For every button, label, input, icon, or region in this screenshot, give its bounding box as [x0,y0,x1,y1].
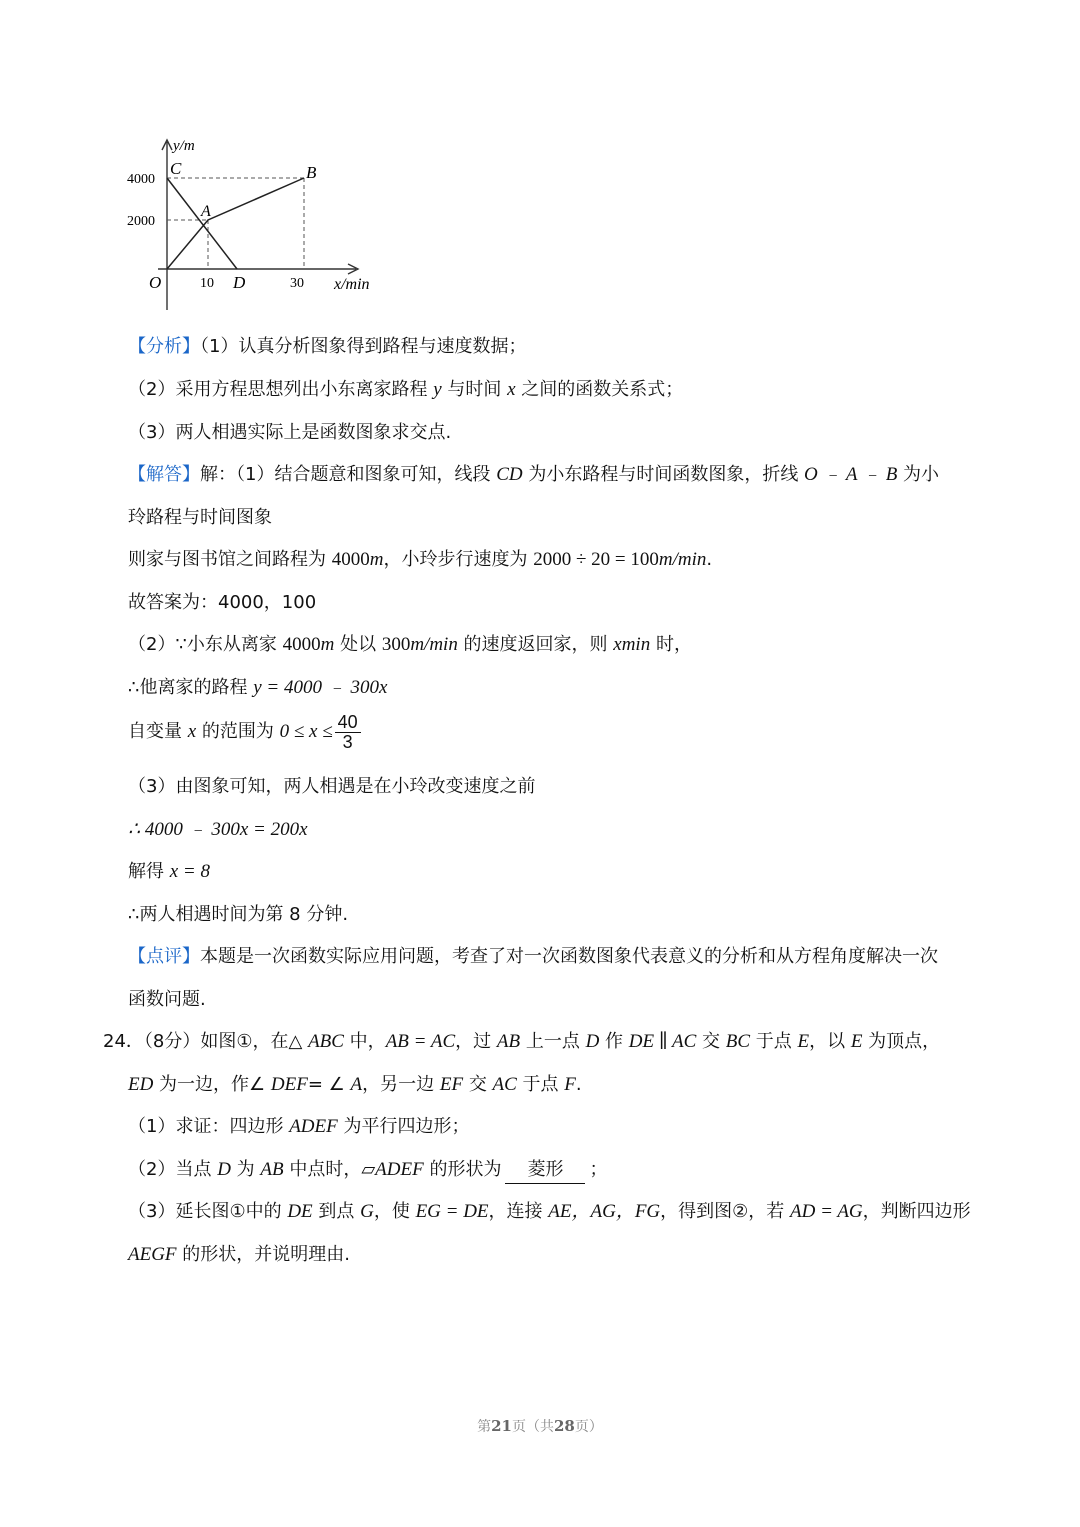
y-axis-label: y/m [173,138,195,154]
math: ED [128,1074,154,1095]
text-run: ，连接 [488,1201,549,1222]
math: DE ∥ AC [628,1031,697,1052]
math: ADEF [375,1159,424,1180]
fraction-40-3 [335,713,361,752]
point-a-label: A [201,203,211,220]
math: ADEF [289,1116,338,1137]
text-run: ，得到图②，若 [660,1201,791,1222]
q24-line-2 [128,1072,582,1098]
text-run: . [575,1074,582,1095]
text-run: （3）两人相遇实际上是函数图象求交点. [128,422,452,443]
text-run: 的速度返回家，则 [457,634,614,655]
answer-line-8 [128,774,535,800]
math-x: x [187,721,197,742]
math-cd: CD [496,464,523,485]
text-run: 为小 [897,464,940,485]
text-run: ，判断四边形 [862,1201,971,1222]
text-run: 为顶点， [862,1031,941,1052]
analysis-line-2 [128,377,683,403]
math: E [797,1031,810,1052]
math: AC [492,1074,517,1095]
answer-line-7 [128,712,361,752]
text-run: 交 [463,1074,493,1095]
answer-line-10 [128,859,210,885]
answer-line-9 [128,817,308,843]
text-run: （1）求证：四边形 [128,1116,290,1137]
math-ineq: 0 ≤ x ≤ [279,721,333,742]
text-run: ，以 [809,1031,851,1052]
text-run: 与时间 [441,379,508,400]
text-run: 为小东路程与时间函数图象，折线 [522,464,805,485]
math: D [585,1031,600,1052]
math: A [350,1074,363,1095]
math-eq: x = 8 [169,861,210,882]
answer-line-6 [128,675,387,701]
analysis-tag: 【分析】 [128,336,200,357]
text-run: （2）当点 [128,1159,218,1180]
text-run: 的形状为 [423,1159,502,1180]
text-run: 为一边，作∠ [153,1074,271,1095]
answer-line-5 [128,632,692,658]
math-num: 4000 [331,549,370,570]
point-b-label: B [306,163,317,182]
text-run: 则家与图书馆之间路程为 [128,549,332,570]
text-run: （2）采用方程思想列出小东离家路程 [128,379,434,400]
text-run: 故答案为：4000，100 [128,592,317,613]
polyline-oab [167,178,304,269]
math-xmin: xmin [613,634,651,655]
fraction-denominator: 3 [342,731,353,752]
answer-line-4 [128,590,316,616]
math: D [217,1159,231,1180]
math: F [564,1074,576,1095]
y-tick-2000: 2000 [127,214,155,229]
text-run: 第 [477,1419,492,1435]
point-d-label: D [233,273,246,292]
math: ABC [308,1031,344,1052]
comment-line-1 [128,944,938,970]
text-run: （2）∵小东从离家 [128,634,283,655]
text-run: 解得 [128,861,170,882]
text-run: 24．（8分）如图①，在△ [103,1031,309,1052]
text-run: 到点 [312,1201,361,1222]
math-num: 300 [381,634,411,655]
math: EG = DE [415,1201,489,1222]
text-run: = ∠ [307,1074,351,1095]
math-x: x [507,379,516,400]
x-tick-30: 30 [290,276,304,291]
origin-label: O [149,273,162,292]
answer-tag: 【解答】 [128,464,200,485]
math-num: 4000 [282,634,321,655]
answer-blank: 菱形 [505,1157,585,1184]
page-footer [0,1416,1080,1436]
math-eq: ∴ 4000 ﹣ 300x = 200x [128,819,308,840]
math: BC [725,1031,751,1052]
math: DE [287,1201,313,1222]
math-unit: m [369,549,384,570]
text-run: ； [589,1159,608,1180]
answer-line-11 [128,902,348,928]
math-eq: y = 4000 ﹣ 300x [253,677,388,698]
text-run: 为平行四边形； [337,1116,470,1137]
text-run: 于点 [516,1074,565,1095]
y-tick-4000: 4000 [127,172,155,187]
text-run: （3）延长图①中的 [128,1201,288,1222]
text-run: 的范围为 [196,721,280,742]
distance-time-graph [120,130,400,315]
x-axis-label: x/min [334,276,370,293]
analysis-line-1 [128,334,526,360]
math-path: O ﹣ A ﹣ B [804,464,898,485]
math: AD = AG [790,1201,863,1222]
text-run: 处以 [334,634,382,655]
math-unit: m [320,634,335,655]
text-run: ，过 [455,1031,497,1052]
x-tick-10: 10 [200,276,214,291]
text-run: 交 [696,1031,726,1052]
text-run: 页） [574,1419,603,1435]
text-run: 函数问题. [128,989,206,1010]
comment-tag: 【点评】 [128,946,200,967]
text-run: 自变量 [128,721,188,742]
text-run: 为 [230,1159,261,1180]
text-run: ∴他离家的路程 [128,677,254,698]
q24-part-3 [128,1199,971,1225]
math: AB [260,1159,284,1180]
page-number: 21 [491,1417,512,1435]
analysis-text-1: （1）认真分析图象得到路程与速度数据； [200,336,527,357]
q24-line-1 [103,1029,940,1055]
math-calc: 2000 ÷ 20 = 100 [533,549,659,570]
text-run: 玲路程与时间图象 [128,507,272,528]
math-unit: m/min [658,549,707,570]
text-run: 之间的函数关系式； [515,379,684,400]
q24-part-2 [128,1157,607,1184]
text-run: 的形状，并说明理由. [176,1244,350,1265]
math: EF [439,1074,464,1095]
q24-part-3-cont [128,1242,350,1268]
math: AEGF [128,1244,177,1265]
text-run: 中， [343,1031,386,1052]
q24-part-1 [128,1114,469,1140]
text-run: 时， [650,634,692,655]
text-run: 作 [599,1031,629,1052]
text-run: ∴两人相遇时间为第 8 分钟. [128,904,349,925]
text-run: ，使 [373,1201,416,1222]
math: G [360,1201,374,1222]
text-run: 解：（1）结合题意和图象可知，线段 [200,464,497,485]
analysis-line-3 [128,420,451,446]
math: AB [496,1031,521,1052]
text-run: ，另一边 [362,1074,440,1095]
answer-line-2 [128,505,272,531]
math: DEF [270,1074,308,1095]
math: AE，AG，FG [548,1201,661,1222]
text-run: 中点时，▱ [283,1159,376,1180]
point-c-label: C [170,159,182,178]
answer-line-3 [128,547,712,573]
text-run: （3）由图象可知，两人相遇是在小玲改变速度之前 [128,776,536,797]
math-y: y [433,379,442,400]
total-pages: 28 [554,1417,575,1435]
math-unit: m/min [410,634,458,655]
answer-line-1 [128,462,939,488]
comment-line-2 [128,987,206,1013]
math: AB = AC [385,1031,456,1052]
text-run: 于点 [750,1031,798,1052]
text-run: ，小玲步行速度为 [383,549,534,570]
text-run: . [706,549,713,570]
fraction-numerator: 40 [337,711,358,732]
text-run: 本题是一次函数实际应用问题，考查了对一次函数图象代表意义的分析和从方程角度解决一次 [200,946,938,967]
text-run: 上一点 [520,1031,586,1052]
math: E [850,1031,863,1052]
text-run: 页（共 [512,1419,554,1435]
